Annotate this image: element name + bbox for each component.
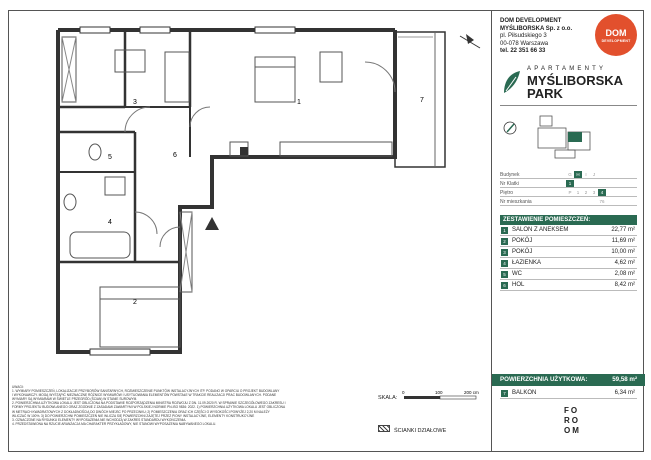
- developer-info: [500, 18, 590, 56]
- note-line: 4. PRZEDSTAWIONA NA RZUCIE ARANŻACJA MA CHARAKTER PRZYKŁADOWY, NIE STANOWI WYPOSAŻENIA NABYWANEGO LOKALU.: [12, 421, 217, 426]
- room-area: 8,42 m²: [614, 282, 635, 288]
- room-label-5: 5: [108, 154, 112, 161]
- room-number: 2: [501, 238, 508, 245]
- scale-tick: 0: [402, 390, 405, 395]
- partition-wall-swatch: [378, 425, 390, 432]
- scale-bar: [402, 388, 482, 404]
- rooms-header: ZESTAWIENIE POMIESZCZEŃ:: [500, 215, 637, 225]
- room-label-3: 3: [133, 99, 137, 106]
- logo-text: DOM: [605, 28, 627, 38]
- notes-heading: UWAGI:: [12, 385, 24, 389]
- sofa: [255, 57, 295, 102]
- room-number: 1: [501, 227, 508, 234]
- room-area: 10,00 m²: [611, 249, 635, 255]
- stair-option: 1: [566, 180, 574, 187]
- building-option: I: [585, 172, 587, 177]
- total-area-bar: [492, 374, 645, 386]
- building-label: Budynek: [500, 172, 520, 178]
- key-plan: [500, 110, 637, 162]
- notes: [12, 385, 370, 426]
- brand-title-line1: MYŚLIBORSKA: [527, 73, 624, 88]
- developer-name: DOM DEVELOPMENT: [500, 18, 562, 24]
- total-area-label: POWIERZCHNIA UŻYTKOWA:: [500, 376, 588, 383]
- brand-title-line2: PARK: [527, 86, 563, 101]
- room-area: 2,08 m²: [614, 271, 635, 277]
- room-name: WC: [512, 271, 522, 277]
- room-label-7: 7: [420, 97, 424, 104]
- note-line: 2. POWIERZCHNIA UŻYTKOWA LOKALU JEST OBLICZONA NA PODSTAWIE ROZPORZĄDZENIA MINISTRA ROZWOJU Z DN. 11.09.2020 R. W SPRAWIE SZCZEGÓŁOWEGO ZAKRESU I: [12, 401, 286, 406]
- entrance-marker: [205, 217, 219, 230]
- room-area: 4,62 m²: [614, 260, 635, 266]
- kitchen-counter: [280, 142, 392, 156]
- developer-city: 00-078 Warszawa: [500, 40, 549, 47]
- forom-logo: [564, 406, 588, 436]
- floor-row: [500, 188, 637, 197]
- room-label-1: 1: [297, 99, 301, 106]
- forom-line: RO: [564, 416, 580, 425]
- developer-company: MYŚLIBORSKA Sp. z o.o.: [500, 25, 573, 32]
- toilet: [64, 194, 76, 210]
- note-line: 1. WYMIARY POMIESZCZEŃ, LOKALIZACJE PRZYBORÓW SANITARNYCH, ROZMIESZCZENIE PUNKTÓW INSTALACYJNYCH ITP. PODANO W OPARCIU O PROJEKT BUDOWLANY: [12, 389, 280, 394]
- room-name: HOL: [512, 282, 525, 288]
- unit-value: 76: [599, 199, 605, 204]
- dom-development-logo: [595, 14, 637, 56]
- info-panel: [491, 10, 644, 452]
- unit-row: [500, 197, 637, 206]
- forom-line: OM: [564, 426, 581, 435]
- balcony-name: BALKON: [512, 390, 537, 396]
- room-name: POKÓJ: [512, 249, 533, 255]
- room-number: 5: [501, 271, 508, 278]
- building-row: [500, 170, 637, 179]
- unit-label: Nr mieszkania: [500, 199, 532, 205]
- toilet: [89, 144, 101, 160]
- note-line: I WYKONAWCZY. MOGĄ WYSTĄPIĆ NIEZNACZNE RÓŻNICE WYMIARÓW I USYTUOWANIA ELEMENTÓW POWSTAŁE W TRAKCIE REALIZACJI PRAC BUDOWLANYCH. PODANE: [12, 393, 277, 398]
- bed: [100, 287, 180, 347]
- north-arrow-icon: [460, 34, 480, 48]
- room-row: [500, 258, 637, 269]
- stair-row: [500, 179, 637, 188]
- floor-option: 3: [592, 190, 596, 195]
- room-label-4: 4: [108, 219, 112, 226]
- building-option-selected: H: [574, 171, 582, 178]
- balcony-area: 6,34 m²: [614, 390, 635, 396]
- room-row: [500, 280, 637, 291]
- room-row: [500, 225, 637, 236]
- room-row: [500, 236, 637, 247]
- balcony-number: 7: [501, 390, 508, 397]
- scale-label: SKALA:: [378, 395, 398, 401]
- room-name: POKÓJ: [512, 238, 533, 244]
- note-line: WLICZAĆ W 100%. 3) DO POWIERZCHNI POMIESZCZEŃ NIE WLICZA SIĘ POWIERZCHNI ZAJĘTEJ PRZEZ PIONY INSTALACYJNE, ELEMENTY KONSTRUKCYJNE: [12, 413, 255, 418]
- note-line: W METRACH KWADRATOWYCH Z DOKŁADNOŚCIĄ DO DWÓCH MIEJSC PO PRZECINKU; 2) POMIESZCZENIA ORAZ ICH CZĘŚCI O WYSOKOŚCI POWYŻEJ 2,20 M NALEŻY: [12, 409, 270, 414]
- total-area-value: 59,58 m²: [612, 376, 637, 383]
- note-line: 3. OZNACZONE NA RYSUNKU ELEMENTY WYPOSAŻENIA NIE WCHODZĄ W ZAKRES STANDARDU WYKOŃCZENIA.: [12, 417, 187, 422]
- floor-label: Piętro: [500, 190, 514, 196]
- north-icon: [504, 122, 516, 134]
- floor-option-selected: 4: [598, 189, 606, 196]
- forom-line: FO: [564, 406, 580, 415]
- floor-option: 2: [584, 190, 588, 195]
- room-row: [500, 269, 637, 280]
- note-line: WYMIARY SĄ WYMIARAMI W ŚWIETLE PRZEGRÓD (ŚCIAN) W STANIE SUROWYM.: [12, 397, 138, 402]
- stair-label: Nr Klatki: [500, 181, 519, 187]
- room-label-2: 2: [133, 299, 137, 306]
- room-area: 11,69 m²: [611, 238, 635, 244]
- room-number: 4: [501, 260, 508, 267]
- room-label-6: 6: [173, 152, 177, 159]
- developer-phone: tel. 22 351 66 33: [500, 48, 546, 55]
- washbasin: [105, 177, 125, 195]
- floor-option: 1: [576, 190, 580, 195]
- developer-street: pl. Piłsudskiego 3: [500, 33, 547, 40]
- room-number: 6: [501, 282, 508, 289]
- brand-title: [527, 74, 623, 100]
- floor-plan: [40, 12, 485, 382]
- building-option: J: [592, 172, 596, 177]
- rooms-table: [500, 225, 637, 291]
- bathtub: [70, 232, 130, 258]
- scale-tick: 100: [435, 390, 443, 395]
- room-row: [500, 247, 637, 258]
- room-area: 22,77 m²: [611, 227, 635, 233]
- logo-sub: DEVELOPMENT: [601, 39, 631, 43]
- partition-wall-label: ŚCIANKI DZIAŁOWE: [394, 428, 447, 434]
- room-number: 3: [501, 249, 508, 256]
- scale-tick: 200 cm: [464, 390, 479, 395]
- exterior-wall: [58, 30, 395, 352]
- room-name: SALON Z ANEKSEM: [512, 227, 569, 233]
- leaf-logo-icon: [500, 67, 522, 97]
- divider: [500, 105, 637, 106]
- desk: [115, 50, 145, 72]
- unit-info-grid: [500, 170, 637, 206]
- brand-subtitle: APARTAMENTY: [527, 66, 607, 72]
- building-option: G: [568, 172, 572, 177]
- dining-table: [320, 52, 342, 82]
- note-line: FORMY PROJEKTU BUDOWLANEGO ORAZ ZGODNIE Z ZASADAMI ZAWARTYMI W POLSKIEJ NORMIE PN-ISO 9836: 2022. 1) POWIERZCHNIA UŻYTKOWA LOKALU JEST OBLICZONA: [12, 405, 286, 410]
- floor-option: P: [568, 190, 572, 195]
- bed: [165, 52, 189, 102]
- room-name: ŁAZIENKA: [512, 260, 542, 266]
- balcony-row: [500, 388, 637, 399]
